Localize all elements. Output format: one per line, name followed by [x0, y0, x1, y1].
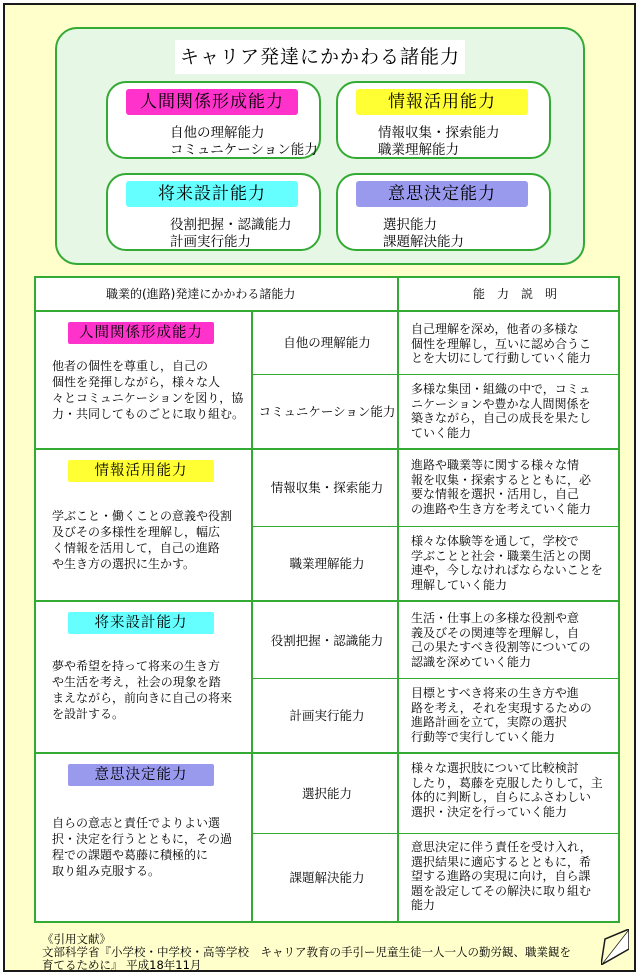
capability-item: 自他の理解能力 [170, 125, 265, 141]
group-label-human-relations: 人間関係形成能力 [68, 322, 214, 344]
table-divider [397, 278, 399, 310]
capability-label: 情報活用能力 [356, 89, 528, 115]
table-divider [251, 374, 618, 375]
sub-capability-explanation: 様々な選択肢について比較検討 したり，葛藤を克服したりして，主 体的に判断し，自らにふさわしい 選択・決定を行っていく能力 [411, 761, 603, 819]
group-description: 他者の個性を尊重し，自己の 個性を発揮しながら，様々な人 々とコミュニケーションを図り，協 力・共同してものごとに取り組む。 [52, 359, 245, 421]
capability-item: 課題解決能力 [383, 234, 464, 250]
sub-capability-explanation: 多様な集団・組織の中で，コミュ ニケーションや豊かな人間関係を 築きながら，自己の成長を果たし ていく能力 [411, 382, 592, 440]
table-divider [251, 678, 618, 679]
sub-capability-explanation: 生活・仕事上の多様な役割や意 義及びその関連等を理解し，自 己の果たすべき役割等についての 認識を深めていく能力 [411, 611, 591, 669]
table-divider [36, 600, 618, 602]
capability-label: 将来設計能力 [126, 181, 298, 207]
capability-label: 人間関係形成能力 [126, 89, 298, 115]
sub-capability-name: 役割把握・認識能力 [270, 633, 384, 648]
sub-capability-name: 自他の理解能力 [283, 335, 371, 350]
sub-capability-explanation: 進路や職業等に関する様々な情 報を収集・探索するとともに，必 要な情報を選択・活用し，自己 の進路や生き方を考えていく能力 [411, 458, 592, 516]
table-divider [251, 833, 618, 834]
citation-line: 文部科学省『小学校・中学校・高等学校 キャリア教育の手引ー児童生徒一人一人の勤労観、職業観を [42, 945, 571, 959]
capability-items [338, 125, 549, 159]
capability-item: 役割把握・認識能力 [170, 217, 292, 233]
capability-items [108, 217, 319, 251]
group-description: 自らの意志と責任でよりよい選 択・決定を行うとともに，その過 程での課題や葛藤に積極的に 取り組み克服する。 [52, 816, 233, 878]
capability-item: 計画実行能力 [170, 234, 251, 250]
capability-item: コミュニケーション能力 [170, 142, 318, 158]
capability-items [108, 125, 319, 159]
table-divider [251, 526, 618, 527]
capability-label: 意思決定能力 [356, 181, 528, 207]
sub-capability-name: 職業理解能力 [289, 556, 365, 571]
capability-item: 情報収集・探索能力 [378, 125, 500, 141]
group-label-decision-making: 意思決定能力 [68, 764, 214, 786]
citation-line: 育てるために』 平成18年11月 [42, 958, 202, 972]
capability-box-decision-making [336, 173, 551, 251]
group-label-information: 情報活用能力 [68, 460, 214, 482]
group-description: 学ぶこと・働くことの意義や役割 及びその多様性を理解し，幅広 く情報を活用して，自己の進路 や生き方の選択に生かす。 [52, 509, 233, 571]
capability-item: 職業理解能力 [378, 142, 459, 158]
sub-capability-explanation: 意思決定に伴う責任を受け入れ， 選択結果に適応するとともに，希 望する進路の実現に向け，自ら課 題を設定してその解決に取り組む 能力 [411, 840, 592, 912]
table-header-right: 能 力 説 明 [473, 287, 558, 301]
citation-heading: 《引用文献》 [42, 932, 111, 946]
group-description: 夢や希望を持って将来の生き方 や生活を考え，社会の現象を踏 まえながら，前向きに自己の将来 を設計する。 [52, 659, 233, 721]
sub-capability-explanation: 自己理解を深め，他者の多様な 個性を理解し，互いに認め合うこ とを大切にして行動していく能力 [411, 322, 592, 365]
table-divider [36, 448, 618, 450]
sub-capability-name: コミュニケーション能力 [258, 404, 396, 419]
citation [42, 933, 571, 972]
capability-box-future-planning [106, 173, 321, 251]
sub-capability-name: 課題解決能力 [289, 870, 365, 885]
sub-capability-name: 計画実行能力 [289, 708, 365, 723]
capability-box-human-relations [106, 81, 321, 159]
group-label-future-planning: 将来設計能力 [68, 612, 214, 634]
sub-capability-explanation: 様々な体験等を通して，学校で 学ぶことと社会・職業生活との関 連や，今しなければならないことを 理解していく能力 [411, 534, 603, 592]
table-divider [397, 310, 399, 921]
sub-capability-name: 情報収集・探索能力 [270, 480, 384, 495]
sub-capability-name: 選択能力 [301, 786, 352, 801]
capability-item: 選択能力 [383, 217, 437, 233]
sub-capability-explanation: 目標とすべき将来の生き方や進 路を考え，それを実現するための 進路計画を立て，実際の選択 行動等で実行していく能力 [411, 686, 592, 744]
capability-items [338, 217, 549, 251]
capability-table [34, 276, 620, 923]
table-divider [36, 752, 618, 754]
table-header-left: 職業的(進路)発達にかかわる諸能力 [106, 287, 296, 301]
overview-title: キャリア発達にかかわる諸能力 [175, 40, 465, 74]
capability-box-information [336, 81, 551, 159]
document-page [3, 3, 636, 972]
overview-panel [55, 27, 585, 265]
page-fold-icon [601, 929, 629, 965]
table-divider [36, 310, 618, 312]
